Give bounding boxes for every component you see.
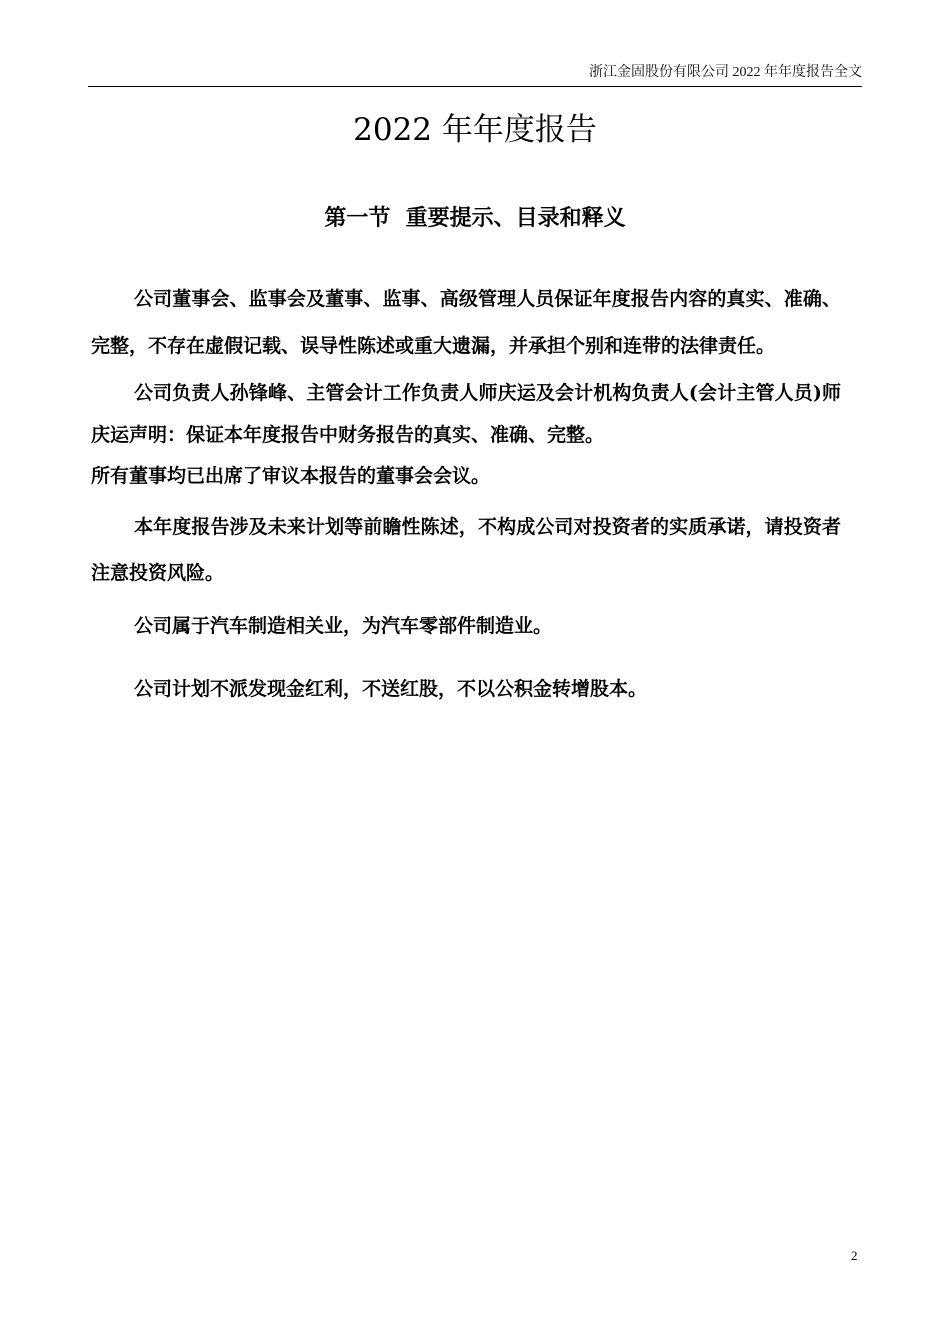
header-rule xyxy=(88,86,862,87)
paragraph-industry: 公司属于汽车制造相关业，为汽车零部件制造业。 xyxy=(134,614,553,637)
report-title: 2022 年年度报告 xyxy=(353,112,597,148)
paragraph-board-attendance: 所有董事均已出席了审议本报告的董事会会议。 xyxy=(91,465,491,487)
header-text: 浙江金固股份有限公司 2022 年年度报告全文 xyxy=(589,65,862,80)
section-title: 第一节 重要提示、目录和释义 xyxy=(324,205,626,231)
body-text xyxy=(91,276,841,713)
paragraph-forward-looking: 本年度报告涉及未来计划等前瞻性陈述，不构成公司对投资者的实质承诺，请投资者注意投资风险。 xyxy=(91,515,841,584)
page-number: 2 xyxy=(851,1248,858,1263)
paragraph-responsibility: 公司董事会、监事会及董事、监事、高级管理人员保证年度报告内容的真实、准确、完整，不存在虚假记载、误导性陈述或重大遗漏，并承担个别和连带的法律责任。 xyxy=(91,288,841,357)
page-header xyxy=(88,62,862,88)
paragraph-dividend: 公司计划不派发现金红利，不送红股，不以公积金转增股本。 xyxy=(134,678,648,700)
paragraph-declaration: 公司负责人孙锋峰、主管会计工作负责人师庆运及会计机构负责人(会计主管人员)师庆运声明：保证本年度报告中财务报告的真实、准确、完整。 xyxy=(91,382,841,446)
